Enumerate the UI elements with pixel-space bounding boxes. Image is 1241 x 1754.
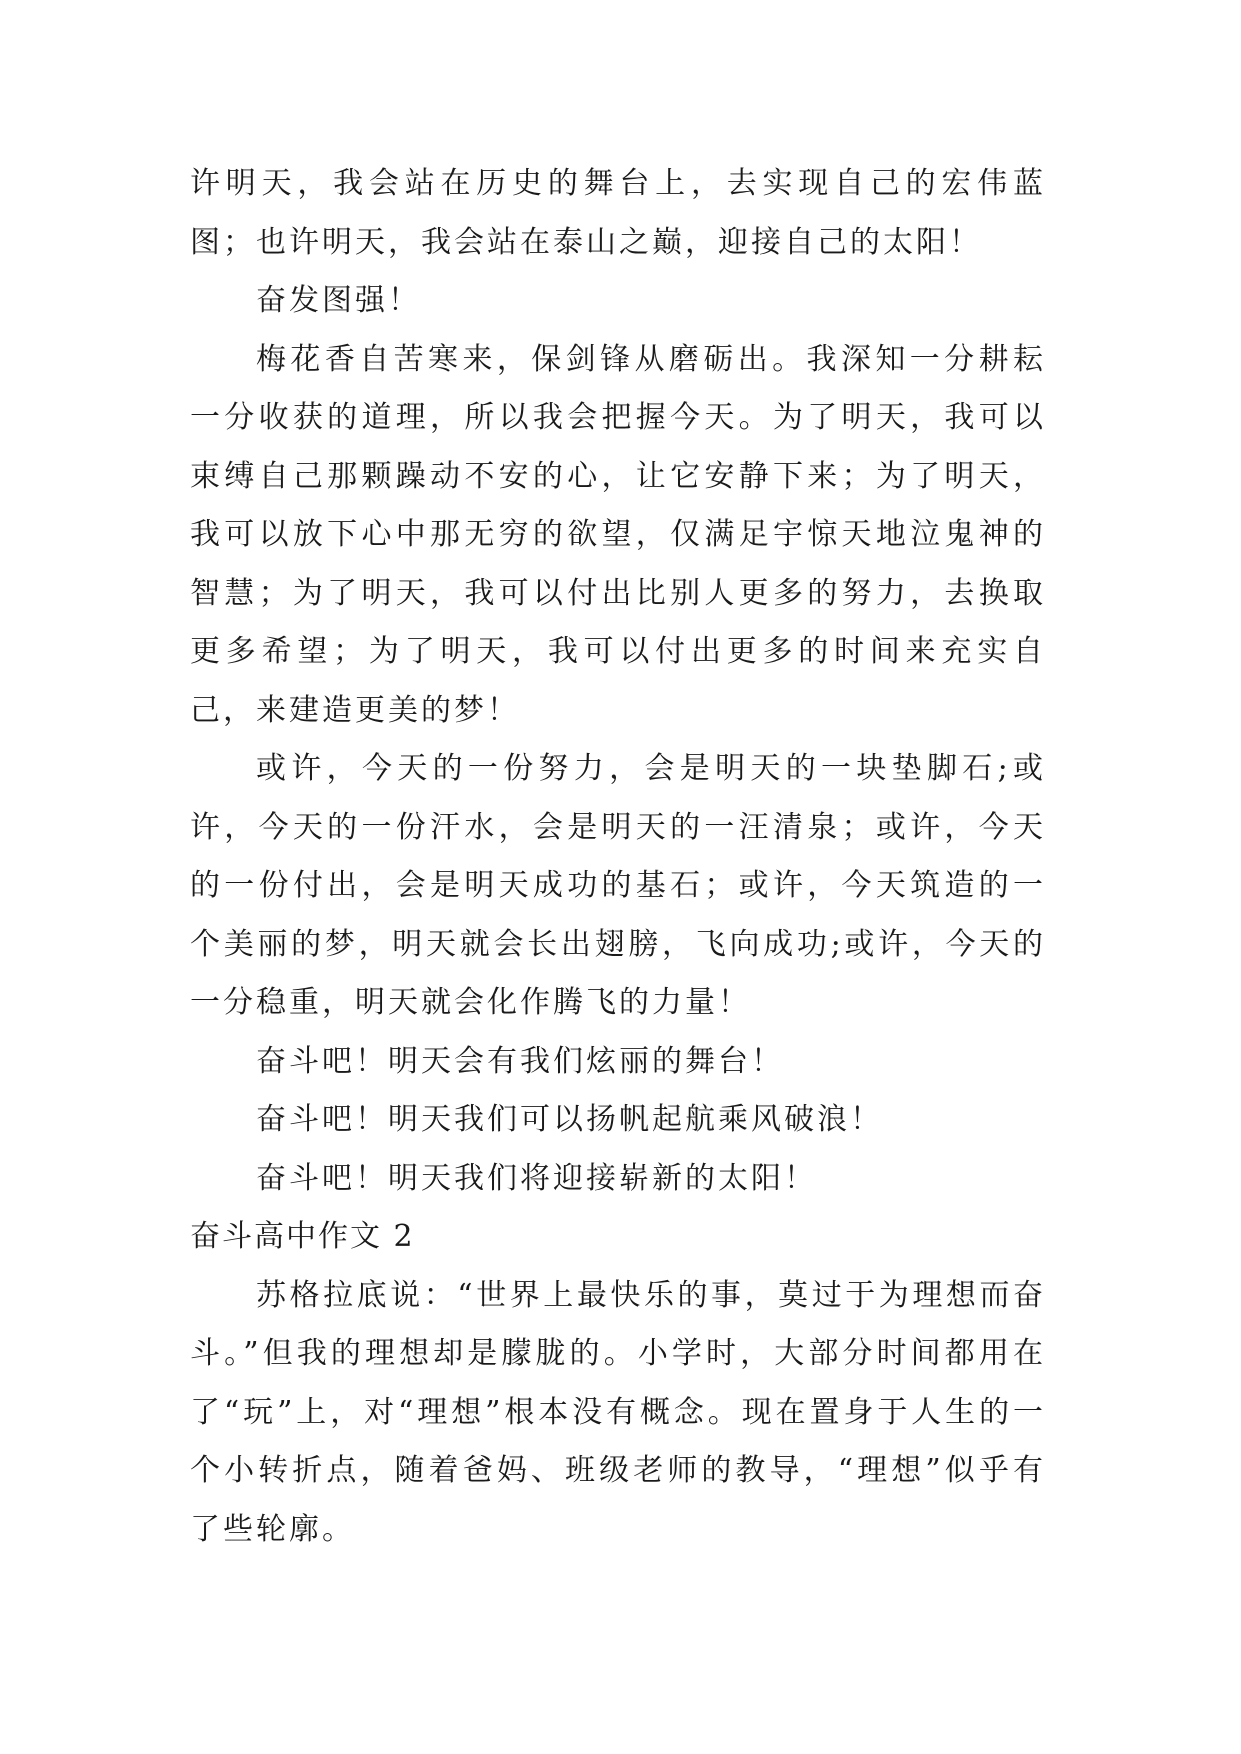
- paragraph-strive-2: 奋斗吧！明天我们可以扬帆起航乘风破浪！: [256, 1102, 883, 1137]
- paragraph-plum-blossom: 梅花香自苦寒来，保剑锋从磨砺出。我深知一分耕耘一分收获的道理，所以我会把握今天。为了明天，我可以束缚自己那颗躁动不安的心，让它安静下来；为了明天，我可以放下心中那无穷的欲望，仅满足宇惊天地泣鬼神的智慧；为了明天，我可以付出比别人更多的努力，去换取更多希望；为了明天，我可以付出更多的时间来充实自己，来建造更美的梦！: [190, 341, 1046, 728]
- paragraph-exclamation: 奋发图强！: [256, 283, 421, 318]
- paragraph-perhaps: 或许，今天的一份努力，会是明天的一块垫脚石;或许，今天的一份汗水，会是明天的一汪清泉；或许，今天的一份付出，会是明天成功的基石；或许，今天筑造的一个美丽的梦，明天就会长出翅膀，飞向成功;或许，今天的一分稳重，明天就会化作腾飞的力量！: [190, 751, 1046, 1020]
- paragraph-strive-1: 奋斗吧！明天会有我们炫丽的舞台！: [256, 1043, 784, 1079]
- section-heading: 奋斗高中作文 2: [190, 1219, 415, 1254]
- paragraph-socrates: 苏格拉底说：“世界上最快乐的事，莫过于为理想而奋斗。”但我的理想却是朦胧的。小学时，大部分时间都用在了“玩”上，对“理想”根本没有概念。现在置身于人生的一个小转折点，随着爸妈、班级老师的教导，“理想”似乎有了些轮廓。: [190, 1277, 1046, 1547]
- document-body: [190, 155, 1046, 1559]
- paragraph-strive-3: 奋斗吧！明天我们将迎接崭新的太阳！: [256, 1160, 817, 1196]
- paragraph-continuation: 许明天，我会站在历史的舞台上，去实现自己的宏伟蓝图；也许明天，我会站在泰山之巅，迎接自己的太阳！: [190, 166, 1046, 260]
